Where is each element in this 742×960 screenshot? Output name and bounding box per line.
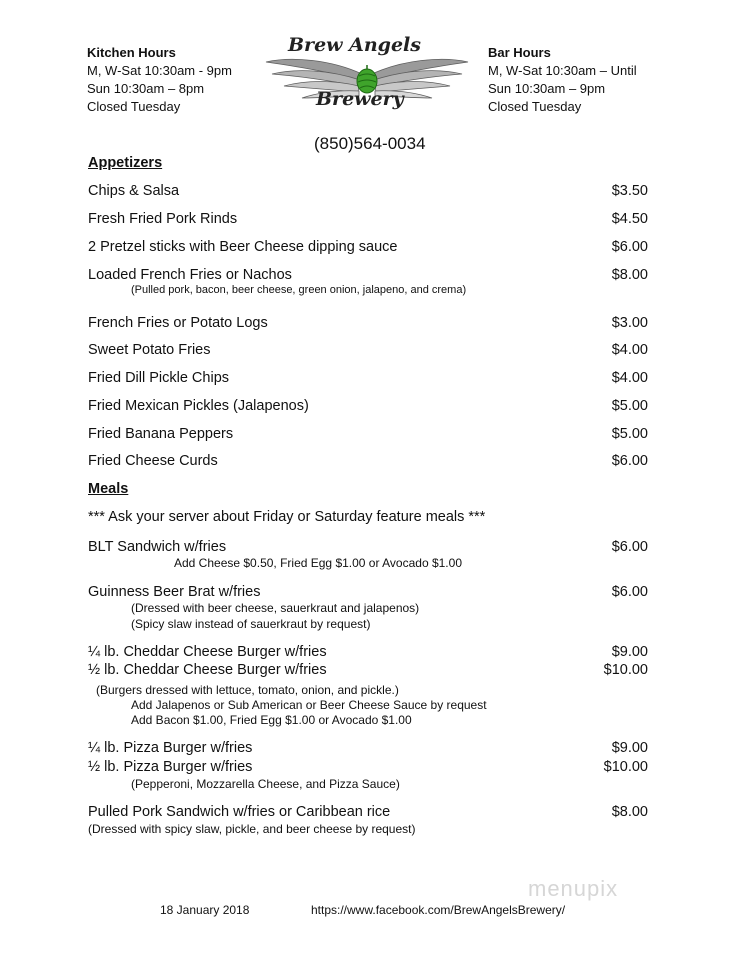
menu-item-note: (Pepperoni, Mozzarella Cheese, and Pizza Sauce) xyxy=(131,777,400,791)
menu-item-price: $4.00 xyxy=(611,370,648,386)
menu-item-price: $4.50 xyxy=(611,211,648,227)
menu-item-price: $6.00 xyxy=(611,539,648,555)
menu-item-price: $8.00 xyxy=(611,267,648,283)
menu-item-name: 2 Pretzel sticks with Beer Cheese dipping sauce xyxy=(88,239,398,255)
menu-item-price: $3.50 xyxy=(611,183,648,199)
menu-item-name: Chips & Salsa xyxy=(88,183,180,199)
menu-item-name: ½ lb. Cheddar Cheese Burger w/fries xyxy=(88,662,327,678)
menu-item-name: ¼ lb. Pizza Burger w/fries xyxy=(88,740,253,756)
menu-item-note: (Spicy slaw instead of sauerkraut by request) xyxy=(131,617,371,631)
menu-item-price: $6.00 xyxy=(611,453,648,469)
menu-item-price: $6.00 xyxy=(611,239,648,255)
menu-item-note: (Pulled pork, bacon, beer cheese, green onion, jalapeno, and crema) xyxy=(131,284,467,296)
menu-item-name: Fried Banana Peppers xyxy=(88,426,234,442)
menu-item-price: $8.00 xyxy=(611,804,648,820)
menu-item-price: $10.00 xyxy=(603,759,648,775)
kitchen-hours-line: Closed Tuesday xyxy=(87,99,181,114)
menu-item-note: Add Bacon $1.00, Fried Egg $1.00 or Avocado $1.00 xyxy=(131,713,412,727)
menupix-watermark: menupix xyxy=(528,876,619,901)
menu-item-name: ¼ lb. Cheddar Cheese Burger w/fries xyxy=(88,644,327,660)
feature-note: *** Ask your server about Friday or Saturday feature meals *** xyxy=(88,509,486,525)
menu-item-price: $9.00 xyxy=(611,740,648,756)
bar-hours-title: Bar Hours xyxy=(488,45,551,60)
menu-item-name: Guinness Beer Brat w/fries xyxy=(88,584,261,600)
menu-item-name: Fried Mexican Pickles (Jalapenos) xyxy=(88,398,309,414)
menu-item-name: Pulled Pork Sandwich w/fries or Caribbean rice xyxy=(88,804,391,820)
appetizers-heading: Appetizers xyxy=(88,155,163,171)
menu-item-price: $6.00 xyxy=(611,584,648,600)
menu-item-note: (Dressed with beer cheese, sauerkraut and jalapenos) xyxy=(131,601,420,615)
menu-item-note: (Dressed with spicy slaw, pickle, and beer cheese by request) xyxy=(88,822,416,836)
menu-item-name: Fried Dill Pickle Chips xyxy=(88,370,230,386)
bar-hours-line: M, W-Sat 10:30am – Until xyxy=(488,63,637,78)
menu-item-note: (Burgers dressed with lettuce, tomato, onion, and pickle.) xyxy=(96,683,399,697)
menu-item-note: Add Jalapenos or Sub American or Beer Cheese Sauce by request xyxy=(131,698,487,712)
logo-top-text: Brew Angels xyxy=(288,34,421,56)
phone-number: (850)564-0034 xyxy=(314,134,426,153)
menu-item-name: ½ lb. Pizza Burger w/fries xyxy=(88,759,253,775)
menu-item-price: $9.00 xyxy=(611,644,648,660)
kitchen-hours xyxy=(87,44,232,116)
menu-item-name: Fried Cheese Curds xyxy=(88,453,218,469)
menu-item-price: $10.00 xyxy=(603,662,648,678)
kitchen-hours-line: Sun 10:30am – 8pm xyxy=(87,81,205,96)
footer-url[interactable]: https://www.facebook.com/BrewAngelsBrewery/ xyxy=(311,903,566,917)
bar-hours-line: Sun 10:30am – 9pm xyxy=(488,81,606,96)
bar-hours xyxy=(488,44,637,116)
menu-item-price: $5.00 xyxy=(611,398,648,414)
kitchen-hours-title: Kitchen Hours xyxy=(87,45,176,60)
menu-item-note: Add Cheese $0.50, Fried Egg $1.00 or Avocado $1.00 xyxy=(174,556,462,570)
menu-item-price: $4.00 xyxy=(611,342,648,358)
menu-item-name: Sweet Potato Fries xyxy=(88,342,211,358)
menu-item-name: BLT Sandwich w/fries xyxy=(88,539,227,555)
logo-bottom-text: Brewery xyxy=(316,88,404,110)
kitchen-hours-line: M, W-Sat 10:30am - 9pm xyxy=(87,63,232,78)
brew-angels-logo xyxy=(262,36,472,116)
menu-item-name: Loaded French Fries or Nachos xyxy=(88,267,292,283)
footer-date: 18 January 2018 xyxy=(160,903,250,917)
menu-item-price: $5.00 xyxy=(611,426,648,442)
menu-item-name: French Fries or Potato Logs xyxy=(88,315,268,331)
menu-item-name: Fresh Fried Pork Rinds xyxy=(88,211,238,227)
menu-item-price: $3.00 xyxy=(611,315,648,331)
meals-heading: Meals xyxy=(88,481,129,497)
bar-hours-line: Closed Tuesday xyxy=(488,99,582,114)
